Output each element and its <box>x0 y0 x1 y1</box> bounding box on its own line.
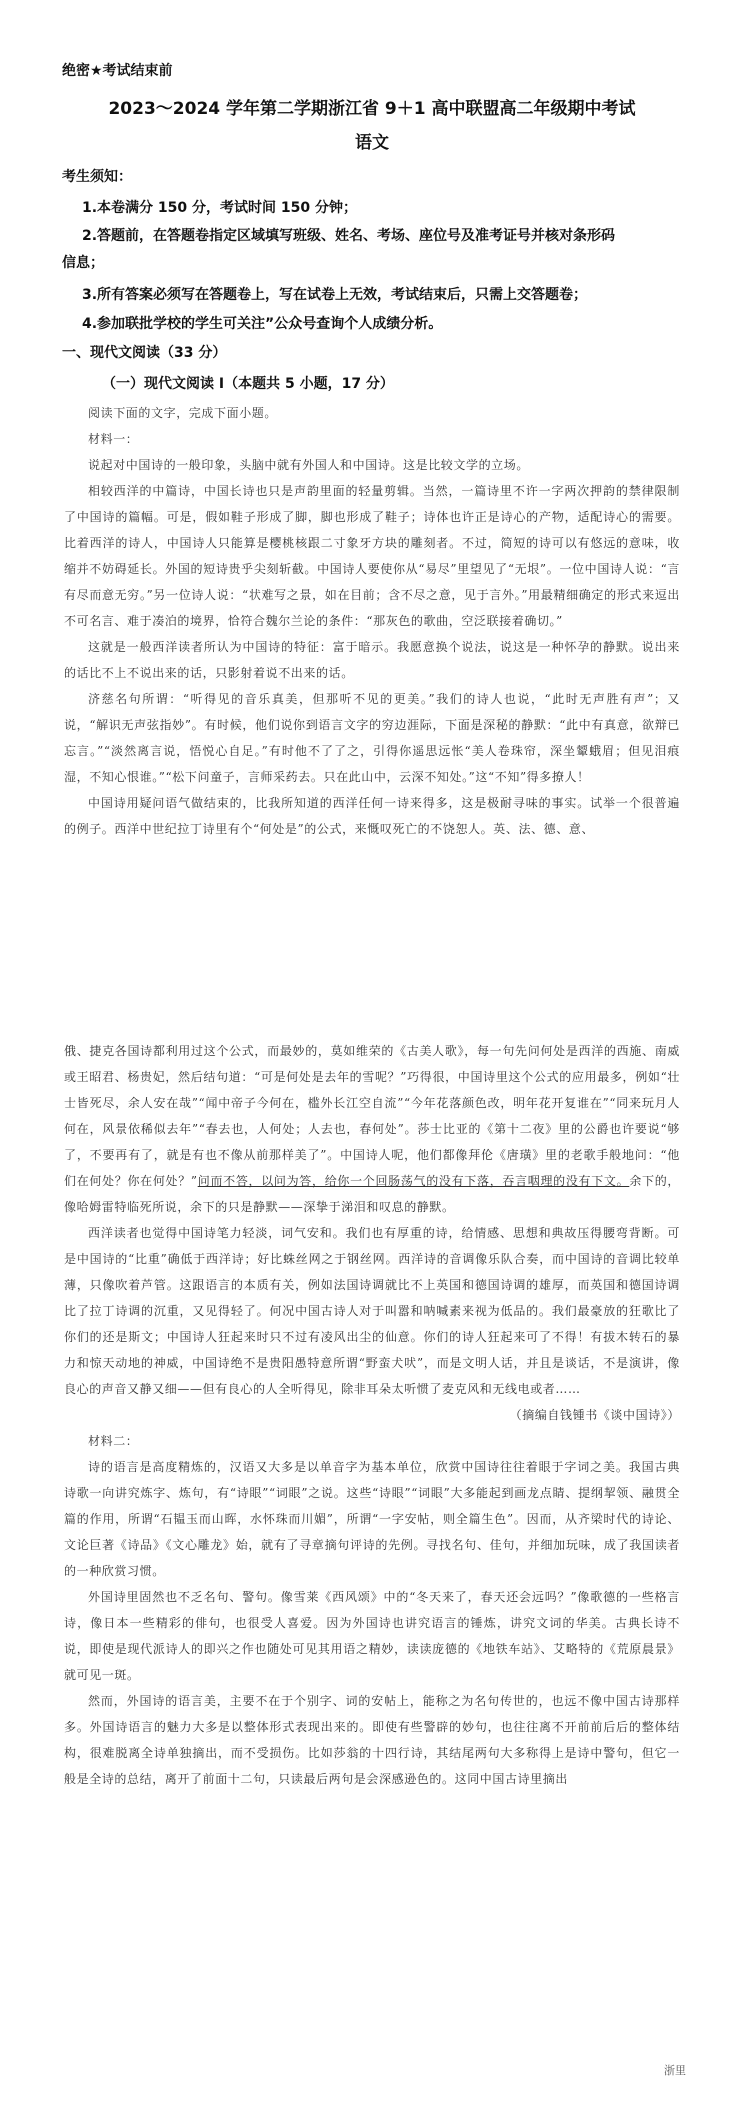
source-citation: （摘编自钱锺书《谈中国诗》） <box>509 1408 680 1422</box>
subsection-heading: （一）现代文阅读 I（本题共 5 小题，17 分） <box>102 376 394 392</box>
notice-item-3: 3.所有答案必须写在答题卷上，写在试卷上无效，考试结束后，只需上交答题卷； <box>82 287 588 303</box>
instruction-text: 阅读下面的文字，完成下面小题。 <box>88 406 278 420</box>
paragraph: 诗的语言是高度精炼的，汉语又大多是以单音字为基本单位，欣赏中国诗往往着眼于字词之美。我国古典诗歌一向讲究炼字、炼句，有“诗眼”“词眼”之说。这些“诗眼”“词眼”大多能起到画龙点睛、提纲挈领、融贯全篇的作用，所谓“石韫玉而山晖，水怀珠而川媚”，所谓“一字安帖，则全篇生色”。因而，从齐梁时代的诗论、文论巨著《诗品》《文心雕龙》始，就有了寻章摘句评诗的先例。寻找名句、佳句，并细加玩味，成了我国读者的一种欣赏习惯。 <box>64 1460 680 1578</box>
paragraph: 济慈名句所谓：“听得见的音乐真美，但那听不见的更美。”我们的诗人也说，“此时无声胜有声”；又说，“解识无声弦指妙”。有时候，他们说你到语言文字的穷边涯际，下面是深秘的静默：“此中有真意，欲辩已忘言。”“淡然离言说，悟悦心自足。”有时他不了了之，引得你遥思远怅“美人卷珠帘，深坐颦蛾眉；但见泪痕湿，不知心恨谁。”“松下问童子，言师采药去。只在此山中，云深不知处。”这“不知”得多撩人！ <box>64 692 680 784</box>
notice-heading: 考生须知： <box>62 169 132 185</box>
reading-passage <box>64 400 680 1792</box>
notice-item-2: 2.答题前，在答题卷指定区域填写班级、姓名、考场、座位号及准考证号并核对条形码 <box>82 228 616 244</box>
footer-mark: 浙里 <box>664 2064 686 2077</box>
notice-item-4: 4.参加联批学校的学生可关注”公众号查询个人成绩分析。 <box>82 316 443 332</box>
paragraph: 外国诗里固然也不乏名句、警句。像雪莱《西风颂》中的“冬天来了，春天还会远吗？”像歌德的一些格言诗，像日本一些精彩的俳句，也很受人喜爱。因为外国诗也讲究语言的锤炼，讲究文词的华美。古典长诗不说，即使是现代派诗人的即兴之作也随处可见其用语之精妙，读读庞德的《地铁车站》、艾略特的《荒原晨景》就可见一斑。 <box>64 1590 680 1682</box>
paragraph: 这就是一般西洋读者所认为中国诗的特征：富于暗示。我愿意换个说法，说这是一种怀孕的静默。说出来的话比不上不说出来的话，只影射着说不出来的话。 <box>64 640 680 680</box>
underlined-sentence: 问而不答，以问为答，给你一个回肠荡气的没有下落，吞言咽理的没有下文。 <box>197 1174 630 1188</box>
notice-item-1: 1.本卷满分 150 分，考试时间 150 分钟； <box>82 200 358 216</box>
subject-title: 语文 <box>355 133 389 153</box>
confidential-label: 绝密★考试结束前 <box>62 63 173 79</box>
notice-item-2-continued: 信息； <box>62 255 104 271</box>
paragraph: 说起对中国诗的一般印象，头脑中就有外国人和中国诗。这是比较文学的立场。 <box>88 458 530 472</box>
paragraph: 相较西洋的中篇诗，中国长诗也只是声韵里面的轻量剪辑。当然，一篇诗里不许一字两次押韵的禁律限制了中国诗的篇幅。可是，假如鞋子形成了脚，脚也形成了鞋子；诗体也许正是诗心的产物，适配诗心的需要。比着西洋的诗人，中国诗人只能算是樱桃核跟二寸象牙方块的雕刻者。不过，简短的诗可以有悠远的意味，收缩并不妨碍延长。外国的短诗贵乎尖刻斩截。中国诗人要使你从“易尽”里望见了“无垠”。一位中国诗人说：“言有尽而意无穷。”另一位诗人说：“状难写之景，如在目前；含不尽之意，见于言外。”用最精细确定的形式来逗出不可名言、难于凑泊的境界，恰符合魏尔兰论的条件：“那灰色的歌曲，空泛联接着确切。” <box>64 484 680 628</box>
blank-area <box>64 842 680 1038</box>
paragraph: 中国诗用疑问语气做结束的，比我所知道的西洋任何一诗来得多，这是极耐寻味的事实。试举一个很普遍的例子。西洋中世纪拉丁诗里有个“何处是”的公式，来慨叹死亡的不饶恕人。英、法、德、意、 <box>64 796 680 836</box>
exam-title: 2023～2024 学年第二学期浙江省 9＋1 高中联盟高二年级期中考试 <box>108 99 636 119</box>
material-2-label: 材料二： <box>88 1434 139 1448</box>
section-heading: 一、现代文阅读（33 分） <box>62 345 227 361</box>
paragraph-continued: 俄、捷克各国诗都利用过这个公式，而最妙的，莫如维荣的《古美人歌》，每一句先问何处是西洋的西施、南威或王昭君、杨贵妃，然后结句道：“可是何处是去年的雪呢？”巧得很，中国诗里这个公式的应用最多，例如“壮士皆死尽，余人安在哉”“闻中帝子今何在，槛外长江空自流”“今年花落颜色改，明年花开复谁在”“同来玩月人何在，风景依稀似去年”“春去也，人何处；人去也，春何处”。莎士比亚的《第十二夜》里的公爵也许要说“够了，不要再有了，就是有也不像从前那样美了”。中国诗人呢，他们都像拜伦《唐璜》里的老歌手般地问：“他们在何处？你在何处？”问而不答，以问为答，给你一个回肠荡气的没有下落，吞言咽理的没有下文。余下的，像哈姆雷特临死所说，余下的只是静默——深挚于涕泪和叹息的静默。 <box>64 1044 680 1214</box>
paragraph: 西洋读者也觉得中国诗笔力轻淡，词气安和。我们也有厚重的诗，给情感、思想和典故压得腰弯背断。可是中国诗的“比重”确低于西洋诗；好比蛛丝网之于钢丝网。西洋诗的音调像乐队合奏，而中国诗的音调比较单薄，只像吹着芦管。这跟语言的本质有关，例如法国诗调就比不上英国和德国诗调的雄厚，而英国和德国诗调比了拉丁诗调的沉重，又见得轻了。何况中国古诗人对于叫嚣和呐喊素来视为低品的。我们最豪放的狂歌比了你们的还是斯文；中国诗人狂起来时只不过有凌风出尘的仙意。你们的诗人狂起来可了不得！有拔木转石的暴力和惊天动地的神威，中国诗绝不是贵阳愚特意所谓“野蛮犬吠”，而是文明人话，并且是谈话，不是演讲，像良心的声音又静又细——但有良心的人全听得见，除非耳朵太听惯了麦克风和无线电或者…… <box>64 1226 680 1396</box>
paragraph: 然而，外国诗的语言美，主要不在于个别字、词的安帖上，能称之为名句传世的，也远不像中国古诗那样多。外国诗语言的魅力大多是以整体形式表现出来的。即使有些警辟的妙句，也往往离不开前前后后的整体结构，很难脱离全诗单独摘出，而不受损伤。比如莎翁的十四行诗，其结尾两句大多称得上是诗中警句，但它一般是全诗的总结，离开了前面十二句，只读最后两句是会深感逊色的。这同中国古诗里摘出 <box>64 1694 680 1786</box>
material-1-label: 材料一： <box>88 432 139 446</box>
